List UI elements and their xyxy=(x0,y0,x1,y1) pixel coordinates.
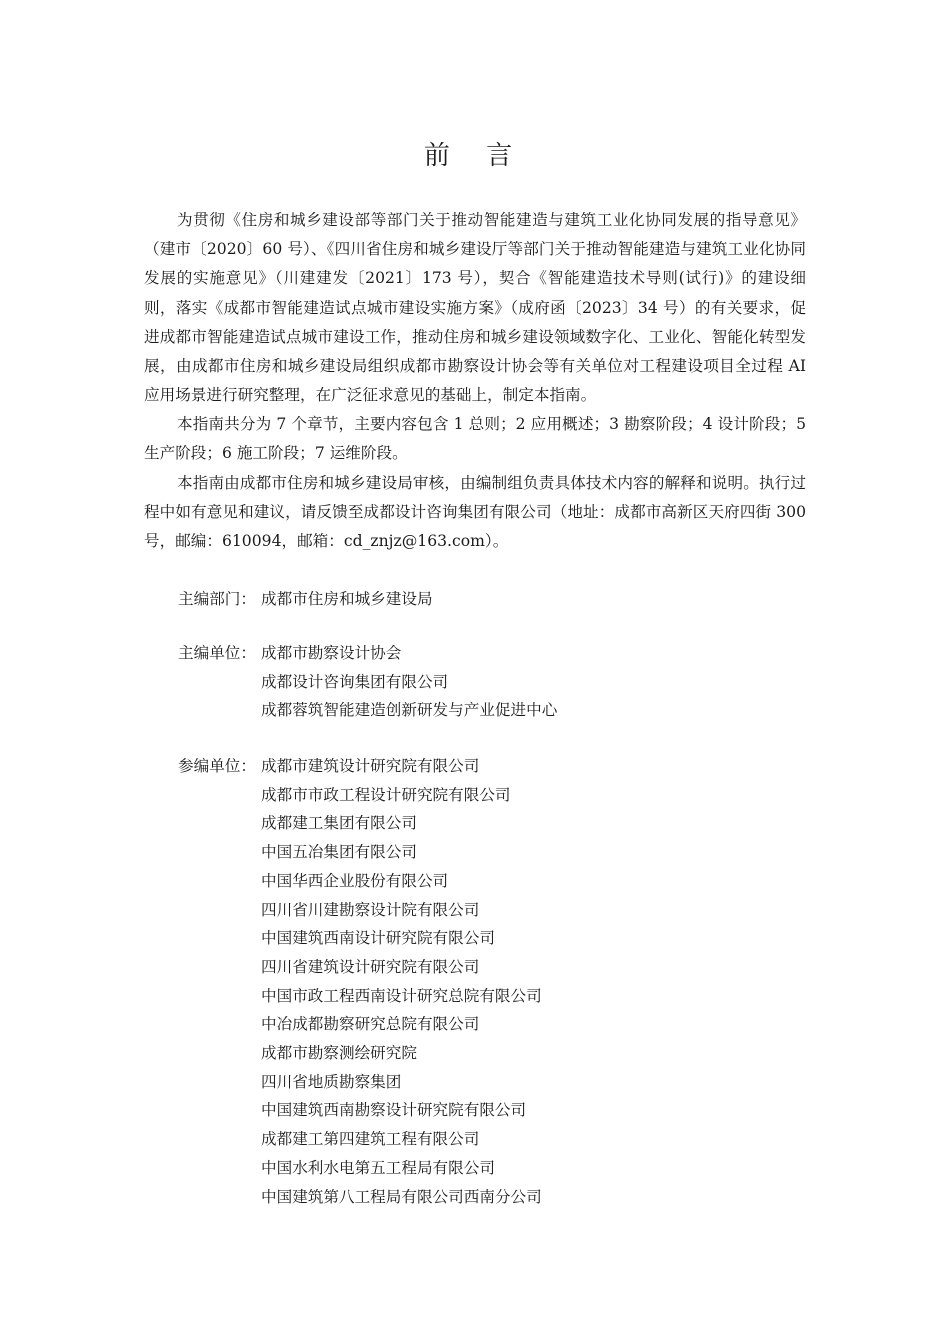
participating-units-list xyxy=(261,752,542,1211)
chief-unit-item: 成都设计咨询集团有限公司 xyxy=(261,672,449,691)
participating-units xyxy=(178,752,542,1211)
chief-units-label: 主编单位： xyxy=(178,644,256,662)
paragraph-purpose: 为贯彻《住房和城乡建设部等部门关于推动智能建造与建筑工业化协同发展的指导意见》（建市〔2020〕60 号）、《四川省住房和城乡建设厅等部门关于推动智能建造与建筑工业化协同发展的实施意见》（川建建发〔2021〕173 号），契合《智能建造技术导则(试行)》的建设细则，落实《成都市智能建造试点城市建设实施方案》（成府函〔2023〕34 号）的有关要求，促进成都市智能建造试点城市建设工作，推动住房和城乡建设领域数字化、工业化、智能化转型发展，由成都市住房和城乡建设局组织成都市勘察设计协会等有关单位对工程建设项目全过程 AI 应用场景进行研究整理，在广泛征求意见的基础上，制定本指南。 xyxy=(144,211,806,405)
chief-department xyxy=(178,585,433,614)
participating-unit-item: 中国建筑西南设计研究院有限公司 xyxy=(261,929,495,948)
participating-unit-item: 中国五冶集团有限公司 xyxy=(261,843,417,862)
participating-units-label: 参编单位： xyxy=(178,757,256,775)
paragraph-chapters: 本指南共分为 7 个章节，主要内容包含 1 总则；2 应用概述；3 勘察阶段；4 设计阶段；5 生产阶段；6 施工阶段；7 运维阶段。 xyxy=(144,415,806,463)
chief-department-item: 成都市住房和城乡建设局 xyxy=(261,590,433,608)
participating-unit-item: 中国建筑西南勘察设计研究院有限公司 xyxy=(261,1101,527,1120)
page-title: 前 言 xyxy=(423,141,527,172)
chief-unit-item: 成都蓉筑智能建造创新研发与产业促进中心 xyxy=(261,701,558,720)
participating-unit-item: 中国水利水电第五工程局有限公司 xyxy=(261,1158,495,1177)
participating-unit-item: 成都市建筑设计研究院有限公司 xyxy=(261,757,480,775)
participating-unit-item: 中冶成都勘察研究总院有限公司 xyxy=(261,1015,480,1034)
chief-units xyxy=(178,639,557,725)
participating-unit-item: 四川省建筑设计研究院有限公司 xyxy=(261,957,480,976)
chief-department-label: 主编部门： xyxy=(178,590,256,608)
participating-unit-item: 中国建筑第八工程局有限公司西南分公司 xyxy=(261,1187,542,1206)
participating-unit-item: 中国华西企业股份有限公司 xyxy=(261,871,449,890)
chief-department-list xyxy=(261,585,433,614)
participating-unit-item: 成都市勘察测绘研究院 xyxy=(261,1044,417,1063)
chief-units-list xyxy=(261,639,557,725)
paragraph-contact: 本指南由成都市住房和城乡建设局审核，由编制组负责具体技术内容的解释和说明。执行过程中如有意见和建议，请反馈至成都设计咨询集团有限公司（地址：成都市高新区天府四街 300 号，邮编：610094，邮箱：cd_znjz@163.com）。 xyxy=(144,474,806,551)
participating-unit-item: 四川省地质勘察集团 xyxy=(261,1072,402,1091)
participating-unit-item: 成都建工集团有限公司 xyxy=(261,814,417,833)
participating-unit-item: 中国市政工程西南设计研究总院有限公司 xyxy=(261,986,542,1005)
participating-unit-item: 成都建工第四建筑工程有限公司 xyxy=(261,1130,480,1149)
chief-unit-item: 成都市勘察设计协会 xyxy=(261,644,402,662)
participating-unit-item: 四川省川建勘察设计院有限公司 xyxy=(261,900,480,919)
participating-unit-item: 成都市市政工程设计研究院有限公司 xyxy=(261,785,511,804)
